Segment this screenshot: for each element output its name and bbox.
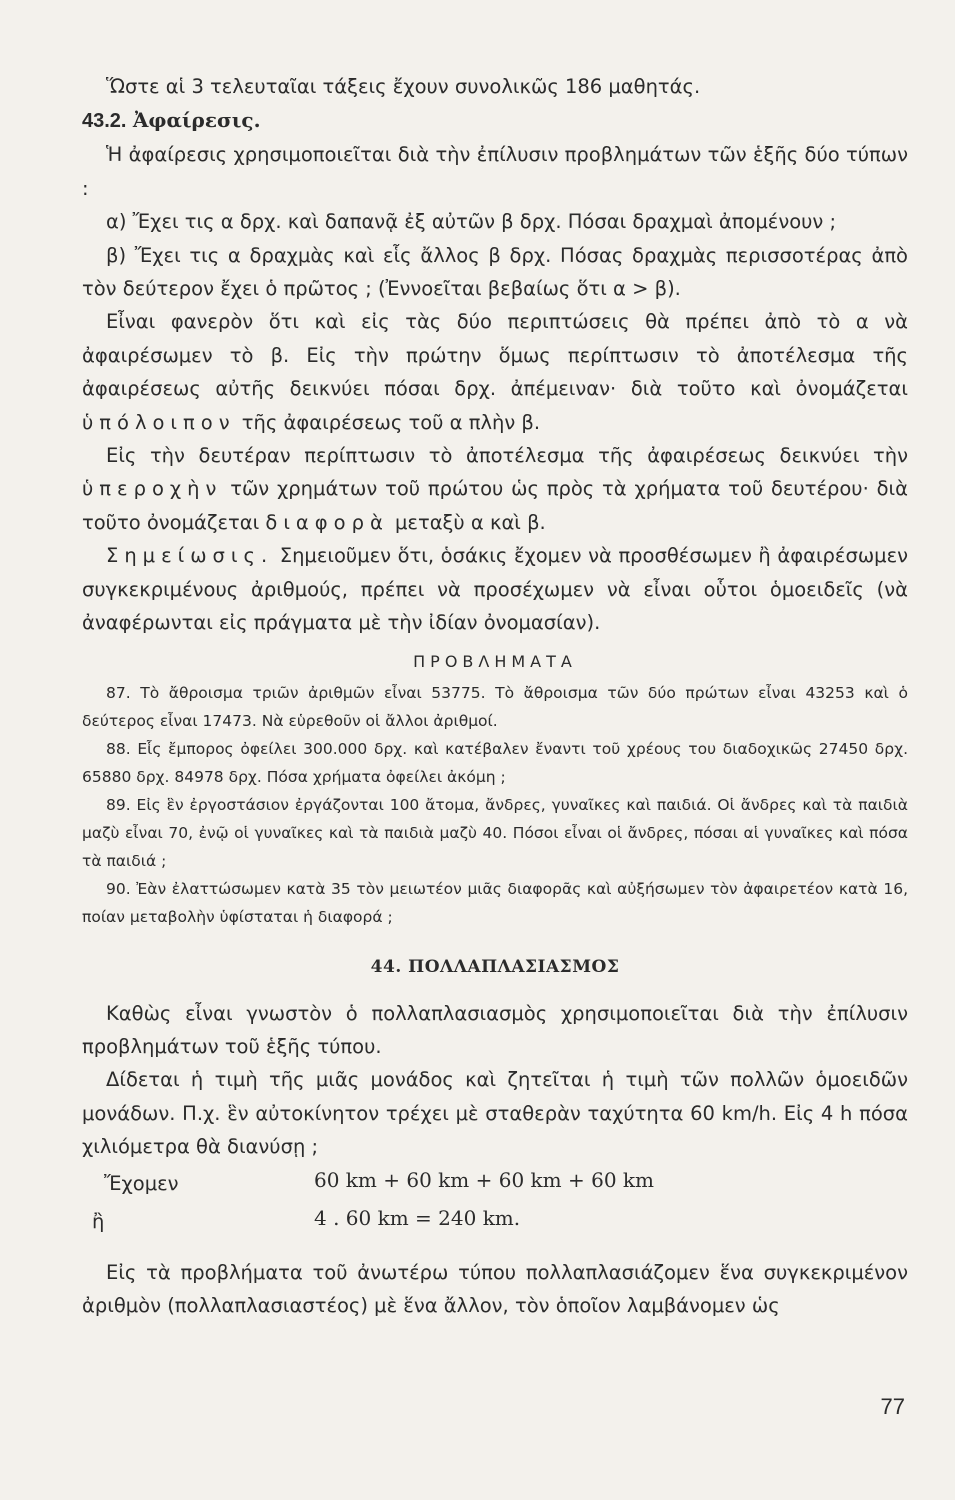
- paragraph-explanation: [82, 305, 908, 439]
- explanation-text: Εἶναι φανερὸν ὅτι καὶ εἰς τὰς δύο περιπτώσεις θὰ πρέπει ἀπὸ τὸ α νὰ ἀφαιρέσωμεν τὸ β. Εἰς τὴν πρώτην ὅμως περίπτωσιν τὸ ἀποτέλεσμα τῆς ἀφαιρέσεως αὐτῆς δεικνύει πόσαι δρχ. ἀπέμειναν· διὰ τοῦτο καὶ ὀνομάζεται: [82, 310, 908, 401]
- section-number: 43.2.: [82, 110, 127, 133]
- paragraph-multiplication-rule: Εἰς τὰ προβλήματα τοῦ ἀνωτέρω τύπου πολλαπλασιάζομεν ἕνα συγκεκριμένον ἀριθμὸν (πολλαπλασιαστέος) μὲ ἕνα ἄλλον, τὸν ὁποῖον λαμβάνομεν ὡς: [82, 1260, 908, 1317]
- equation-sum: 60 km + 60 km + 60 km + 60 km: [314, 1167, 654, 1192]
- paragraph-second-case: [82, 439, 908, 539]
- paragraph-case-b: β) Ἔχει τις α δραχμὰς καὶ εἷς ἄλλος β δρχ. Πόσας δραχμὰς περισσοτέρας ἀπὸ τὸν δεύτερον ἔχει ὁ πρῶτος ; (Ἐννοεῖται βεβαίως ὅτι α > β).: [82, 243, 908, 301]
- intro-line: Ὥστε αἱ 3 τελευταῖαι τάξεις ἔχουν συνολικῶς 186 μαθητάς.: [106, 75, 701, 98]
- problems-title: ΠΡΟΒΛΗΜΑΤΑ: [413, 651, 577, 671]
- note-label: Σημείωσις.: [106, 544, 274, 568]
- term-ypoloipon: ὑπόλοιπον: [82, 410, 236, 434]
- problem-88: 88. Εἷς ἔμπορος ὀφείλει 300.000 δρχ. καὶ κατέβαλεν ἔναντι τοῦ χρέους του διαδοχικῶς 27450 δρχ. 65880 δρχ. 84978 δρχ. Πόσα χρήματα ὀφείλει ἀκόμη ;: [82, 739, 908, 786]
- problem-90: 90. Ἐὰν ἐλαττώσωμεν κατὰ 35 τὸν μειωτέον μιᾶς διαφορᾶς καὶ αὐξήσωμεν τὸν ἀφαιρετέον κατὰ 16, ποίαν μεταβολὴν ὑφίσταται ἡ διαφορά ;: [82, 879, 908, 926]
- equation-product: 4 . 60 km = 240 km.: [314, 1205, 521, 1230]
- paragraph-note: [82, 539, 908, 639]
- page-number: 77: [880, 1394, 905, 1419]
- page-content: [82, 70, 908, 1322]
- paragraph-intro-subtraction: Ἡ ἀφαίρεσις χρησιμοποιεῖται διὰ τὴν ἐπίλυσιν προβλημάτων τῶν ἑξῆς δύο τύπων :: [82, 143, 908, 200]
- note-text: Σημειοῦμεν ὅτι, ὁσάκις ἔχομεν νὰ προσθέσωμεν ἢ ἀφαιρέσωμεν συγκεκριμένους ἀριθμούς, πρέπει νὰ προσέχωμεν νὰ εἶναι οὗτοι ὁμοειδεῖς (νὰ ἀναφέρωνται εἰς πράγματα μὲ τὴν ἰδίαν ὀνομασίαν).: [82, 544, 908, 635]
- term-diafora: διαφορὰ: [265, 510, 389, 534]
- paragraph-case-a: α) Ἔχει τις α δρχ. καὶ δαπανᾷ ἐξ αὐτῶν β δρχ. Πόσαι δραχμαὶ ἀπομένουν ;: [106, 210, 837, 234]
- term-yperochi: ὑπεροχὴν: [82, 477, 223, 501]
- section-heading-44: 44. ΠΟΛΛΑΠΛΑΣΙΑΣΜΟΣ: [370, 956, 620, 977]
- second-case-text-c: μεταξὺ α καὶ β.: [395, 510, 546, 534]
- second-case-text-b: τῶν χρημάτων τοῦ πρώτου ὡς πρὸς τὰ χρήματα τοῦ δευτέρου· διὰ τοῦτο ὀνομάζεται: [82, 477, 908, 534]
- explanation-end: τῆς ἀφαιρέσεως τοῦ α πλὴν β.: [241, 410, 541, 434]
- section-title: Ἀφαίρεσις.: [132, 108, 261, 133]
- paragraph-multiplication-example: Δίδεται ἡ τιμὴ τῆς μιᾶς μονάδος καὶ ζητεῖται ἡ τιμὴ τῶν πολλῶν ὁμοειδῶν μονάδων. Π.χ. ἓν αὐτοκίνητον τρέχει μὲ σταθερὰν ταχύτητα 60 km/h. Εἰς 4 h πόσα χιλιόμετρα θὰ διανύσῃ ;: [82, 1068, 908, 1159]
- section-heading-43-2: [82, 103, 908, 138]
- problem-89: 89. Εἰς ἓν ἐργοστάσιον ἐργάζονται 100 ἄτομα, ἄνδρες, γυναῖκες καὶ παιδιά. Οἱ ἄνδρες καὶ τὰ παιδιὰ μαζὺ εἶναι 70, ἐνῷ οἱ γυναῖκες καὶ τὰ παιδιὰ μαζὺ 40. Πόσοι εἶναι οἱ ἄνδρες, πόσαι αἱ γυναῖκες καὶ πόσα τὰ παιδιά ;: [82, 795, 908, 870]
- equation-label-2: ἢ: [92, 1209, 105, 1233]
- problem-87: 87. Τὸ ἄθροισμα τριῶν ἀριθμῶν εἶναι 53775. Τὸ ἄθροισμα τῶν δύο πρώτων εἶναι 43253 καὶ ὁ δεύτερος εἶναι 17473. Νὰ εὑρεθοῦν οἱ ἄλλοι ἀριθμοί.: [82, 683, 908, 730]
- equation-block: [82, 1168, 908, 1252]
- equation-label-1: Ἔχομεν: [104, 1171, 179, 1195]
- problems-list: [82, 679, 908, 931]
- paragraph-multiplication-intro: Καθὼς εἶναι γνωστὸν ὁ πολλαπλασιασμὸς χρησιμοποιεῖται διὰ τὴν ἐπίλυσιν προβλημάτων τοῦ ἑξῆς τύπου.: [82, 1001, 908, 1058]
- second-case-text-a: Εἰς τὴν δευτέραν περίπτωσιν τὸ ἀποτέλεσμα τῆς ἀφαιρέσεως δεικνύει τὴν: [106, 444, 908, 468]
